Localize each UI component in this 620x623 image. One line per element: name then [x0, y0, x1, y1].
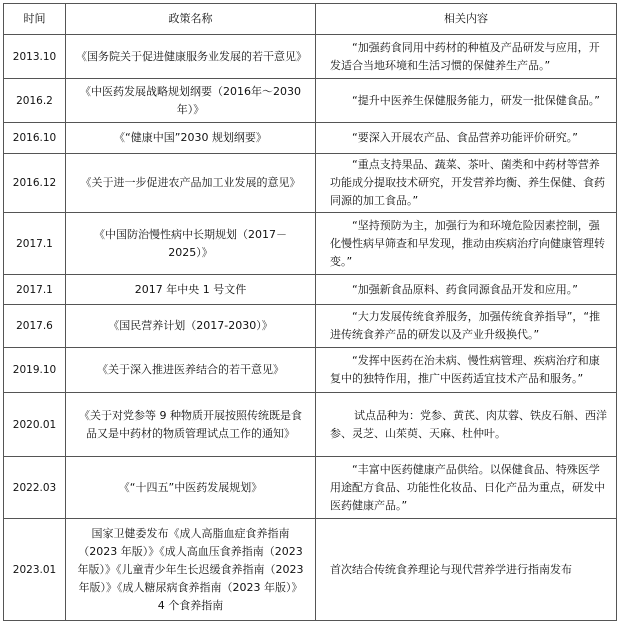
row-content: “加强药食同用中药材的种植及产品研发与应用，开发适合当地环境和生活习惯的保健养生产品。” [316, 35, 617, 79]
row-time: 2017.6 [4, 305, 66, 348]
row-policy: 《中国防治慢性病中长期规划（2017－2025）》 [66, 213, 316, 275]
row-content: “重点支持果品、蔬菜、茶叶、菌类和中药材等营养功能成分提取技术研究，开发营养均衡、养生保健、食药同源的加工食品。” [316, 154, 617, 213]
row-time: 2016.2 [4, 79, 66, 123]
table-row [4, 35, 617, 79]
row-policy: 《“健康中国”2030 规划纲要》 [66, 123, 316, 154]
row-content: “提升中医养生保健服务能力，研发一批保健食品。” [316, 79, 617, 123]
row-policy: 《关于深入推进医养结合的若干意见》 [66, 348, 316, 393]
table-row [4, 79, 617, 123]
row-time: 2019.10 [4, 348, 66, 393]
row-time: 2013.10 [4, 35, 66, 79]
header-policy: 政策名称 [66, 4, 316, 35]
row-content: “坚持预防为主，加强行为和环境危险因素控制，强化慢性病早筛查和早发现，推动由疾病治疗向健康管理转变。” [316, 213, 617, 275]
row-policy: 《中医药发展战略规划纲要（2016年～2030年）》 [66, 79, 316, 123]
row-content: 试点品种为：党参、黄芪、肉苁蓉、铁皮石斛、西洋参、灵芝、山茱萸、天麻、杜仲叶。 [316, 393, 617, 457]
table-row [4, 305, 617, 348]
table-row [4, 457, 617, 519]
row-time: 2017.1 [4, 275, 66, 305]
row-time: 2022.03 [4, 457, 66, 519]
row-time: 2023.01 [4, 519, 66, 621]
row-policy: 《国务院关于促进健康服务业发展的若干意见》 [66, 35, 316, 79]
row-content: “发挥中医药在治未病、慢性病管理、疾病治疗和康复中的独特作用，推广中医药适宜技术产品和服务。” [316, 348, 617, 393]
row-content: “丰富中医药健康产品供给。以保健食品、特殊医学用途配方食品、功能性化妆品、日化产品为重点，研发中医药健康产品。” [316, 457, 617, 519]
header-content: 相关内容 [316, 4, 617, 35]
row-content: “加强新食品原料、药食同源食品开发和应用。” [316, 275, 617, 305]
row-policy: 《关于进一步促进农产品加工业发展的意见》 [66, 154, 316, 213]
table-row [4, 348, 617, 393]
table-row [4, 393, 617, 457]
policy-table [3, 3, 617, 621]
table-row [4, 275, 617, 305]
row-policy: 《关于对党参等 9 种物质开展按照传统既是食品又是中药材的物质管理试点工作的通知》 [66, 393, 316, 457]
row-content: “要深入开展农产品、食品营养功能评价研究。” [316, 123, 617, 154]
row-content: 首次结合传统食养理论与现代营养学进行指南发布 [316, 519, 617, 621]
table-header-row [4, 4, 617, 35]
table-row [4, 123, 617, 154]
table-row [4, 154, 617, 213]
header-time: 时间 [4, 4, 66, 35]
row-policy: 2017 年中央 1 号文件 [66, 275, 316, 305]
row-time: 2017.1 [4, 213, 66, 275]
row-policy: 国家卫健委发布《成人高脂血症食养指南（2023 年版）》《成人高血压食养指南（2023 年版）》《儿童青少年生长迟缓食养指南（2023 年版）》《成人糖尿病食养指南（2023 年版）》4 个食养指南 [66, 519, 316, 621]
row-policy: 《国民营养计划（2017-2030）》 [66, 305, 316, 348]
row-time: 2016.12 [4, 154, 66, 213]
row-time: 2016.10 [4, 123, 66, 154]
row-time: 2020.01 [4, 393, 66, 457]
policy-table-container [3, 3, 616, 621]
table-row [4, 519, 617, 621]
row-content: “大力发展传统食养服务，加强传统食养指导”，“推进传统食养产品的研发以及产业升级换代。” [316, 305, 617, 348]
row-policy: 《“十四五”中医药发展规划》 [66, 457, 316, 519]
table-row [4, 213, 617, 275]
